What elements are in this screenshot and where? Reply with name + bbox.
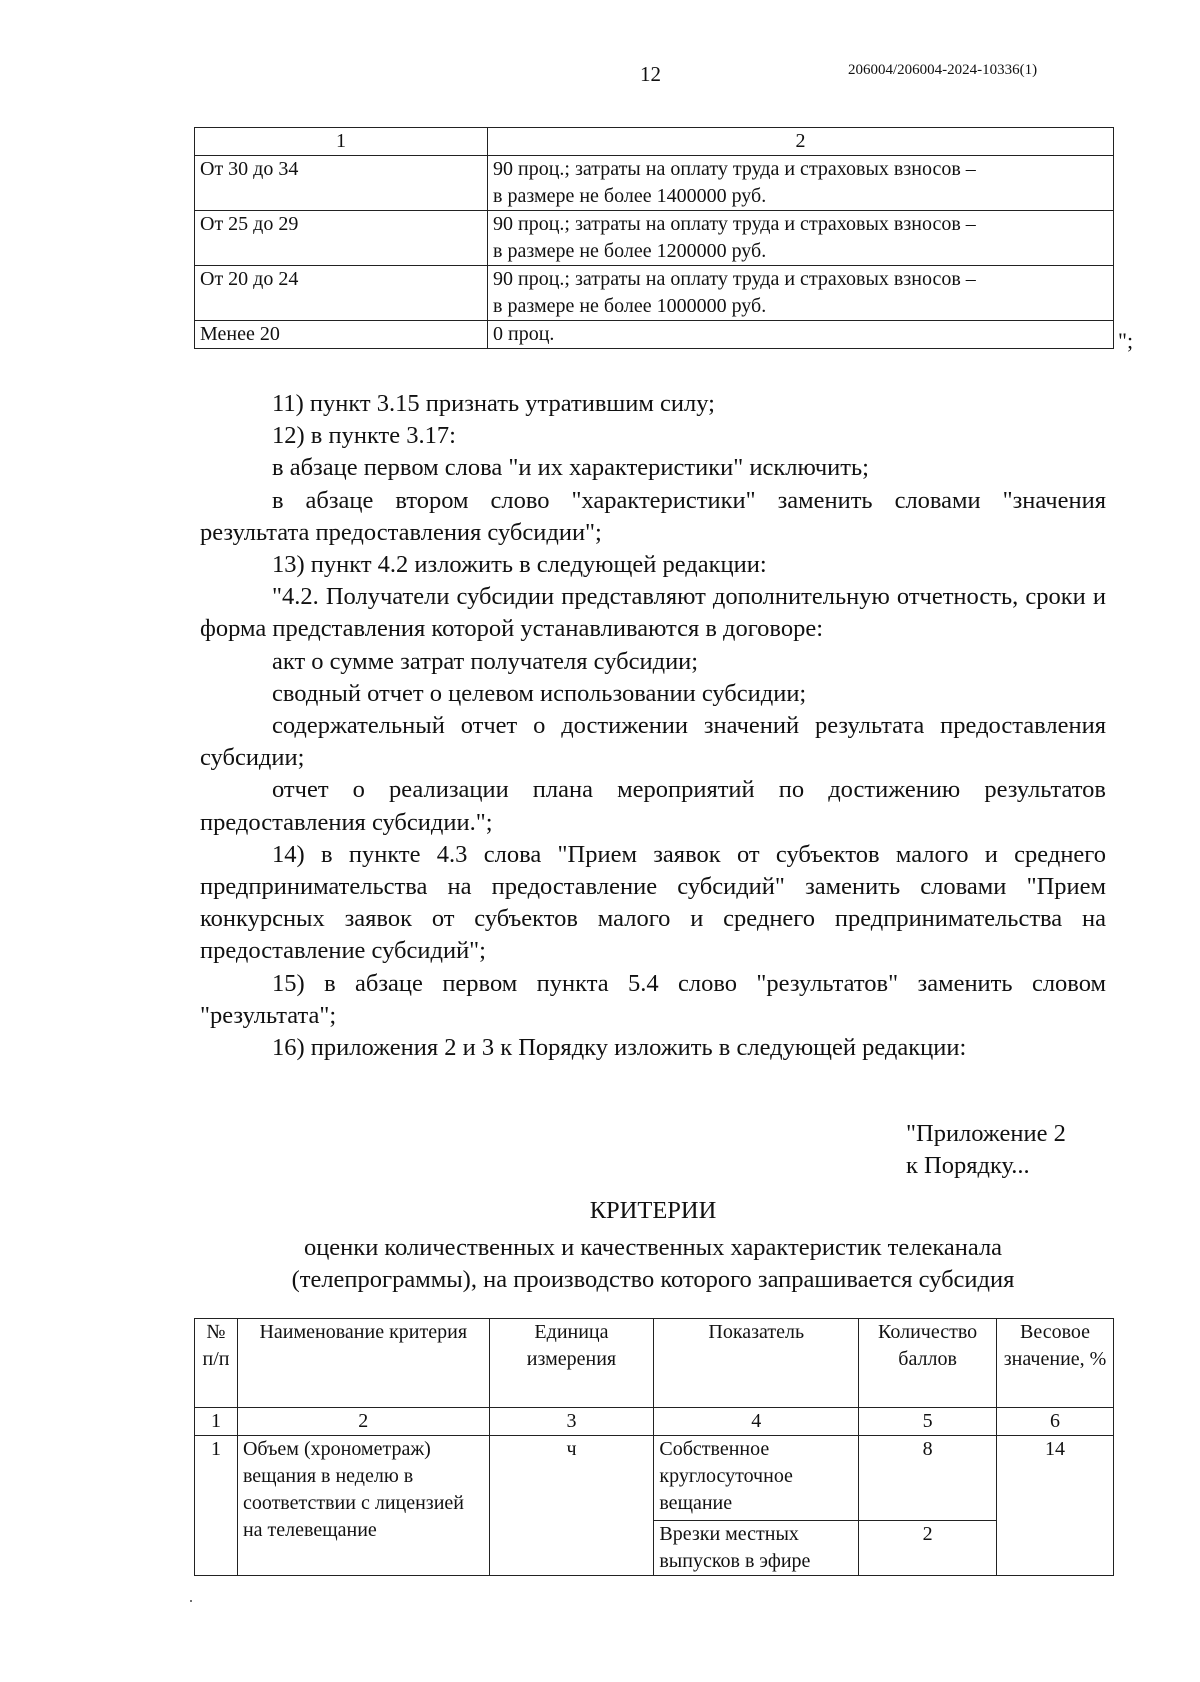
paragraph-16: 16) приложения 2 и 3 к Порядку изложить в следующей редакции: — [272, 1034, 967, 1062]
criteria-subtitle — [200, 1232, 1106, 1296]
rate-line: 90 проц.; затраты на оплату труда и страховых взносов – — [493, 158, 976, 180]
paragraph-12a: в абзаце первом слова "и их характеристики" исключить; — [272, 454, 869, 482]
table-row — [195, 266, 1114, 321]
grant-rates-table — [194, 127, 1114, 349]
rate-line: в размере не более 1200000 руб. — [493, 240, 767, 262]
column-header-1: 1 — [195, 128, 488, 156]
rate-line: в размере не более 1000000 руб. — [493, 295, 767, 317]
column-number-row — [195, 1408, 1114, 1436]
criteria-title: КРИТЕРИИ — [589, 1197, 717, 1224]
header-indicator: Показатель — [654, 1319, 859, 1408]
paragraph-13d: содержательный отчет о достижении значений результата предоставления субсидии; — [200, 712, 1106, 772]
column-number: 5 — [859, 1408, 997, 1436]
appendix-reference — [906, 1118, 1066, 1182]
rate-cell — [488, 156, 1114, 211]
table-row — [195, 1436, 1114, 1521]
table-row — [195, 156, 1114, 211]
paragraph-13a: "4.2. Получатели субсидии представляют дополнительную отчетность, сроки и форма представления которой устанавливаются в договоре: — [200, 583, 1106, 643]
rate-line: 90 проц.; затраты на оплату труда и страховых взносов – — [493, 213, 976, 235]
column-number: 4 — [654, 1408, 859, 1436]
paragraph-15: 15) в абзаце первом пункта 5.4 слово "результатов" заменить словом "результата"; — [200, 969, 1106, 1029]
rate-cell — [488, 266, 1114, 321]
header-points: Количество баллов — [859, 1319, 997, 1408]
column-number: 1 — [195, 1408, 238, 1436]
table-header-row — [195, 128, 1114, 156]
paragraph-13c: сводный отчет о целевом использовании субсидии; — [272, 679, 807, 707]
header-weight: Весовое значение, % — [997, 1319, 1114, 1408]
range-cell: От 30 до 34 — [195, 156, 488, 211]
weight-cell: 14 — [997, 1436, 1114, 1576]
range-cell: От 25 до 29 — [195, 211, 488, 266]
paragraph-13b: акт о сумме затрат получателя субсидии; — [272, 647, 699, 675]
column-number: 3 — [489, 1408, 654, 1436]
criteria-subtitle-line: (телепрограммы), на производство которого запрашивается субсидия — [291, 1266, 1015, 1293]
header-unit: Единица измерения — [489, 1319, 654, 1408]
document-id: 206004/206004-2024-10336(1) — [848, 62, 1038, 78]
criterion-name: Объем (хронометраж) вещания в неделю в соответствии с лицензией на телевещание — [237, 1436, 489, 1576]
criterion-unit: ч — [489, 1436, 654, 1576]
rate-cell: 0 проц. — [488, 321, 1114, 349]
header-num: № п/п — [195, 1319, 238, 1408]
closing-quote: "; — [1118, 328, 1134, 353]
table-row — [195, 211, 1114, 266]
column-header-2: 2 — [488, 128, 1114, 156]
criterion-number: 1 — [195, 1436, 238, 1576]
table-row — [195, 321, 1114, 349]
rate-line: 90 проц.; затраты на оплату труда и страховых взносов – — [493, 268, 976, 290]
page-number: 12 — [640, 62, 661, 86]
paragraph-12: 12) в пункте 3.17: — [272, 422, 456, 450]
appendix-line-2: к Порядку... — [906, 1152, 1030, 1179]
paragraph-14: 14) в пункте 4.3 слова "Прием заявок от субъектов малого и среднего предпринимательства на предоставление субсидий" заменить словами "Прием конкурсных заявок от субъектов малого и среднего предпринимательства на предоставление субсидий"; — [200, 840, 1106, 965]
paragraph-13: 13) пункт 4.2 изложить в следующей редакции: — [272, 551, 767, 579]
indicator-cell: Врезки местных выпусков в эфире — [654, 1521, 859, 1576]
paragraph-13e: отчет о реализации плана мероприятий по достижению результатов предоставления субсидии."; — [200, 776, 1106, 836]
appendix-line-1: "Приложение 2 — [906, 1120, 1066, 1147]
column-number: 2 — [237, 1408, 489, 1436]
points-cell: 8 — [859, 1436, 997, 1521]
amendment-text — [200, 388, 1106, 1064]
rate-line: в размере не более 1400000 руб. — [493, 185, 767, 207]
criteria-header-row — [195, 1319, 1114, 1408]
range-cell: Менее 20 — [195, 321, 488, 349]
column-number: 6 — [997, 1408, 1114, 1436]
rate-cell — [488, 211, 1114, 266]
indicator-cell: Собственное круглосуточное вещание — [654, 1436, 859, 1521]
range-cell: От 20 до 24 — [195, 266, 488, 321]
paragraph-11: 11) пункт 3.15 признать утратившим силу; — [272, 390, 715, 417]
header-name: Наименование критерия — [237, 1319, 489, 1408]
points-cell: 2 — [859, 1521, 997, 1576]
scan-mark — [190, 1600, 192, 1602]
paragraph-12b: в абзаце втором слово "характеристики" заменить словами "значения результата предоставления субсидии"; — [200, 486, 1106, 546]
criteria-table — [194, 1318, 1114, 1576]
criteria-subtitle-line: оценки количественных и качественных характеристик телеканала — [303, 1234, 1003, 1261]
